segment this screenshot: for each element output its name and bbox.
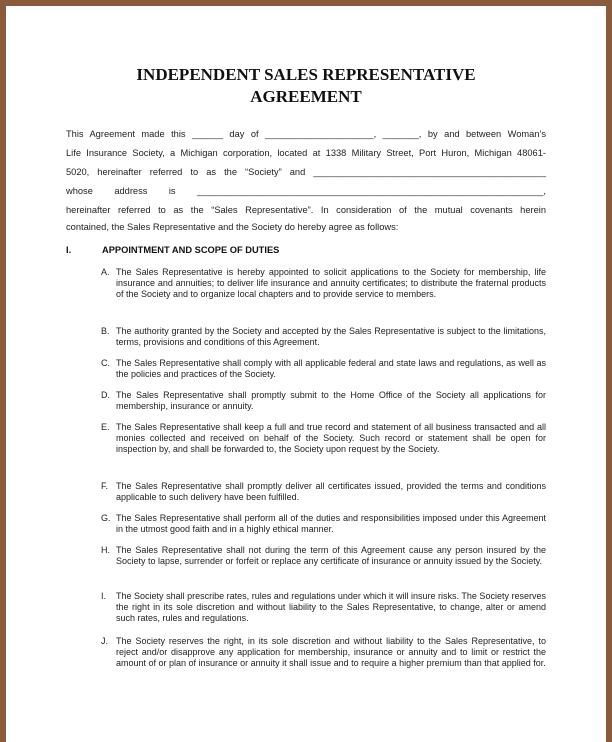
section-title: APPOINTMENT AND SCOPE OF DUTIES (102, 245, 280, 255)
intro-line: whose address is ___________________________________________________________________, (66, 186, 546, 196)
intro-line: hereinafter referred to as the “Sales Representative”. In consideration of the mutual covenants herein (66, 205, 546, 215)
clause-text: The Sales Representative shall promptly deliver all certificates issued, provided the terms and conditions applicable to such delivery have been fulfilled. (116, 481, 546, 503)
clause-label: D. (101, 390, 110, 400)
intro-line: 5020, hereinafter referred to as the “Society” and _____________________________________________ (66, 167, 546, 177)
clause-label: J. (101, 636, 109, 646)
clause-label: F. (101, 481, 109, 491)
document-page (6, 6, 606, 742)
clause-label: I. (101, 591, 107, 601)
clause-text: The Sales Representative shall promptly submit to the Home Office of the Society all applications for membership, insurance or annuity. (116, 390, 546, 412)
intro-line: This Agreement made this ______ day of _____________________, _______, by and between Woman’s (66, 129, 546, 139)
clause-text: The Sales Representative shall keep a full and true record and statement of all business transacted and all monies collected and received on behalf of the Society. Such record or statement shall be open for inspection by, and shall be forwarded to, the Society upon request by the Society. (116, 422, 546, 455)
clause-text: The Sales Representative is hereby appointed to solicit applications to the Society for membership, life insurance and annuities; to deliver life insurance and annuity certificates; to distribute the fraternal products of the Society and to organize local chapters and to provide service to members. (116, 267, 546, 300)
clause-text: The Sales Representative shall not during the term of this Agreement cause any person insured by the Society to lapse, surrender or forfeit or replace any certificate of insurance or annuity issued by the Society. (116, 545, 546, 567)
clause-text: The authority granted by the Society and accepted by the Sales Representative is subject to the limitations, terms, provisions and conditions of this Agreement. (116, 326, 546, 348)
clause-label: G. (101, 513, 111, 523)
clause-text: The Sales Representative shall perform all of the duties and responsibilities imposed under this Agreement in the utmost good faith and in a highly ethical manner. (116, 513, 546, 535)
document-title-line-1: INDEPENDENT SALES REPRESENTATIVE (136, 65, 476, 84)
clause-text: The Society reserves the right, in its sole discretion and without liability to the Sales Representative, to reject and/or disapprove any application for membership, insurance or annuity and to limit or restrict the amount of or plan of insurance or annuity it shall issue and to require a higher premium than that applied for. (116, 636, 546, 669)
document-title-line-2: AGREEMENT (250, 87, 362, 106)
clause-text: The Society shall prescribe rates, rules and regulations under which it will insure risks. The Society reserves the right in its sole discretion and without liability to the Sales Representative, to change, alter or amend such rates, rules and regulations. (116, 591, 546, 624)
section-number: I. (66, 245, 72, 255)
clause-label: B. (101, 326, 110, 336)
intro-line: Life Insurance Society, a Michigan corporation, located at 1338 Military Street, Port Huron, Michigan 48061- (66, 148, 546, 158)
clause-label: H. (101, 545, 110, 555)
clause-text: The Sales Representative shall comply with all applicable federal and state laws and regulations, as well as the policies and practices of the Society. (116, 358, 546, 380)
intro-line: contained, the Sales Representative and the Society do hereby agree as follows: (66, 222, 399, 232)
clause-label: A. (101, 267, 110, 277)
clause-label: E. (101, 422, 110, 432)
clause-label: C. (101, 358, 110, 368)
